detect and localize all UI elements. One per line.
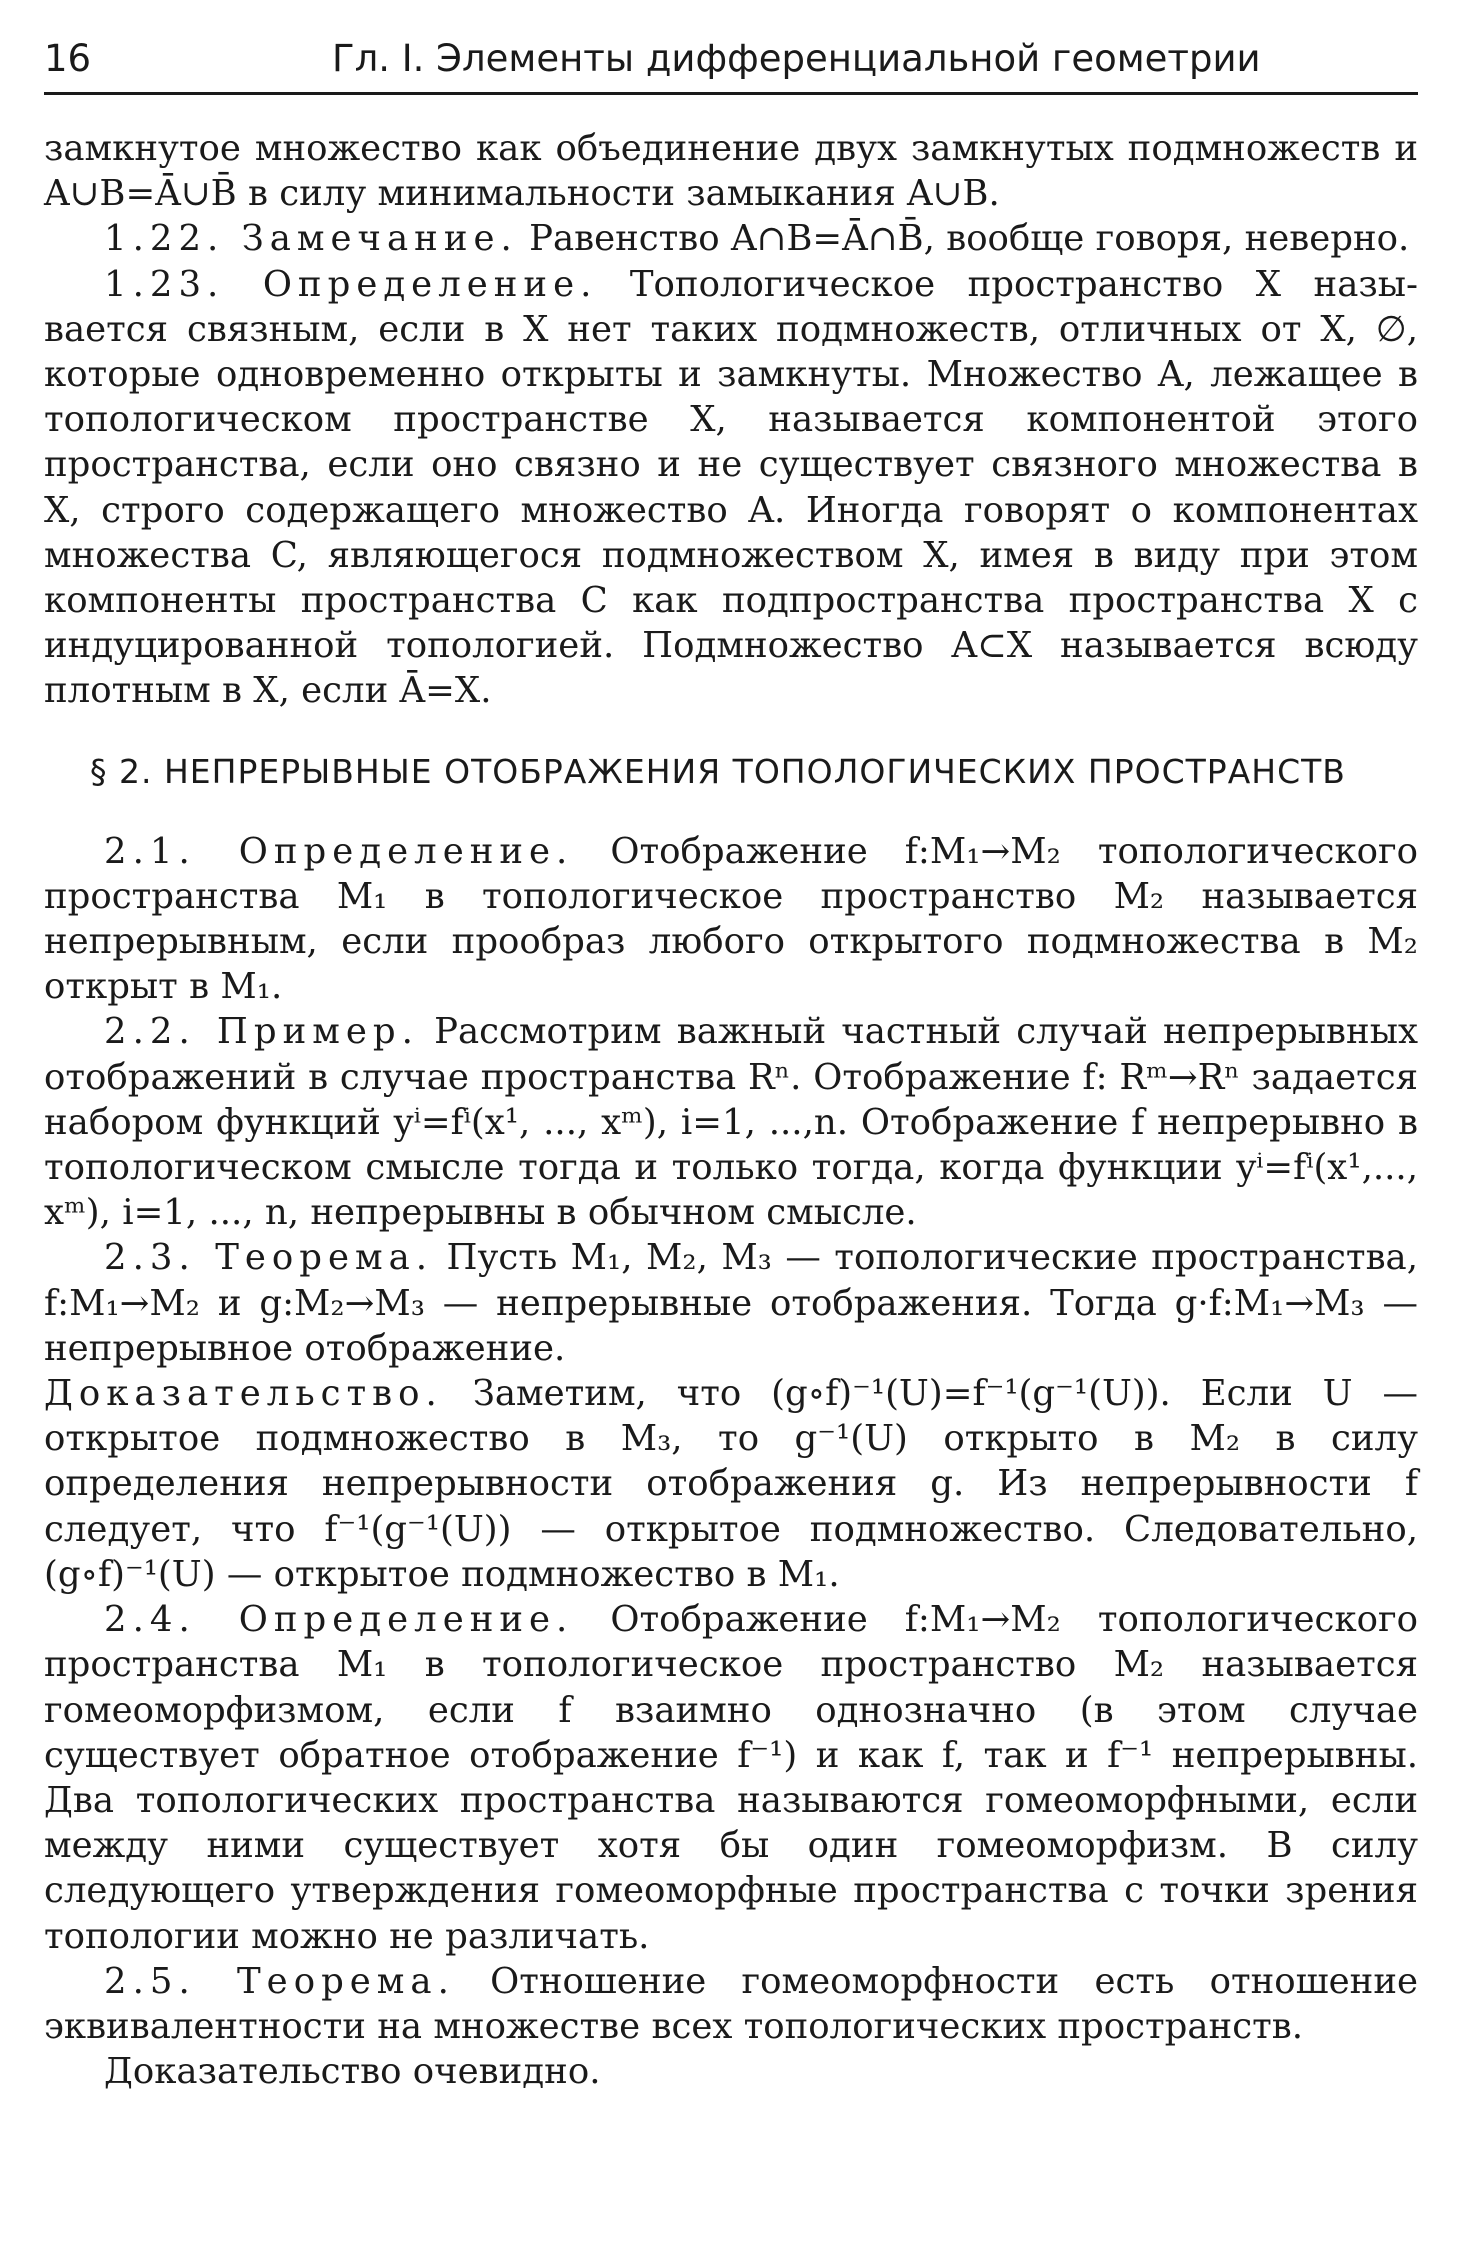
paragraph-remark-1-22: 1.22. Замечание. Равенство A∩B=Ā∩B̄, вообще говоря, неверно. xyxy=(104,218,1410,260)
paragraph-theorem-2-5: 2.5. Теорема. Отношение гомеоморфности есть отношение эквивалентности на множестве всех топологических пространств. xyxy=(44,1960,1419,2047)
paragraph-continuation: замкнутое множество как объединение двух замкнутых подмножеств и A∪B=Ā∪B̄ в силу минимальности замыкания A∪B. xyxy=(44,128,1418,215)
paragraph-definition-2-4: 2.4. Определение. Отображение f:M₁→M₂ топологического пространства M₁ в топологическое пространство M₂ называется гомеоморфизмом, если f взаимно однозначно (в этом случае существует обратное отображение f⁻¹) и как f, так и f⁻¹ непрерывны. Два топологических пространства называются гомеоморфными, если между ними существует хотя бы один гомеоморфизм. В силу следующего утверждения гомеоморфные пространства с точки зрения топологии можно не различать. xyxy=(44,1599,1418,1957)
paragraph-lead: 2.5. Теорема. xyxy=(104,1960,455,2002)
paragraph-definition-1-23: 1.23. Определение. Топологическое пространство X называется связным, если в X нет таких подмножеств, отличных от X, ∅, которые одновременно открыты и замкнуты. Множество A, лежащее в топологическом пространстве X, называется компонентой этого пространства, если оно связно и не существует связного множества в X, строго содержащего множество A. Иногда говорят о компонентах множества C, являющегося подмножеством X, имея в виду при этом компоненты пространства C как подпространства пространства X с индуцированной топологией. Подмножество A⊂X называется всюду плотным в X, если Ā=X. xyxy=(44,263,1418,712)
paragraph-lead: 2.4. Определение. xyxy=(104,1599,574,1641)
book-page xyxy=(44,28,1419,2093)
page-number: 16 xyxy=(44,37,92,80)
paragraph-lead: 2.1. Определение. xyxy=(104,830,574,872)
paragraph-proof-2-3: Доказательство. Заметим, что (g∘f)⁻¹(U)=f⁻¹(g⁻¹(U)). Если U — открытое подмножество в M₃, то g⁻¹(U) открыто в M₂ в силу определения непрерывности отображения g. Из непрерывности f следует, что f⁻¹(g⁻¹(U)) — открытое подмножество. Следовательно, (g∘f)⁻¹(U) — открытое подмножество в M₁. xyxy=(44,1373,1418,1595)
paragraph-lead: 1.22. Замечание. xyxy=(104,218,518,260)
paragraph-lead: 2.2. Пример. xyxy=(104,1011,419,1053)
running-title: Гл. I. Элементы дифференциальной геометрии xyxy=(332,37,1261,80)
page-body xyxy=(44,126,1418,2094)
header-rule xyxy=(44,92,1418,95)
paragraph-lead: 2.3. Теорема. xyxy=(104,1237,434,1279)
section-title: § 2. НЕПРЕРЫВНЫЕ ОТОБРАЖЕНИЯ ТОПОЛОГИЧЕСКИХ ПРОСТРАНСТВ xyxy=(90,751,1346,791)
paragraph-proof-2-5: Доказательство очевидно. xyxy=(104,2051,601,2093)
paragraph-lead: Доказательство. xyxy=(44,1373,443,1415)
paragraph-theorem-2-3: 2.3. Теорема. Пусть M₁, M₂, M₃ — топологические пространства, f:M₁→M₂ и g:M₂→M₃ — непрерывные отображения. Тогда g·f:M₁→M₃ — непрерывное отображение. xyxy=(44,1237,1418,1369)
paragraph-example-2-2: 2.2. Пример. Рассмотрим важный частный случай непрерывных отображений в случае пространства Rⁿ. Отображение f: Rᵐ→Rⁿ задается набором функций yⁱ=fⁱ(x¹, ..., xᵐ), i=1, ...,n. Отображение f непрерывно в топологическом смысле тогда и только тогда, когда функции yⁱ=fⁱ(x¹,..., xᵐ), i=1, ..., n, непрерывны в обычном смысле. xyxy=(44,1011,1418,1234)
spacer xyxy=(44,793,1418,829)
spacer xyxy=(44,714,1418,750)
paragraph-lead: 1.23. Определение. xyxy=(104,263,598,305)
page-header xyxy=(44,28,1418,90)
paragraph-definition-2-1: 2.1. Определение. Отображение f:M₁→M₂ топологического пространства M₁ в топологическое пространство M₂ называется непрерывным, если прообраз любого открытого подмножества в M₂ открыт в M₁. xyxy=(44,830,1418,1008)
